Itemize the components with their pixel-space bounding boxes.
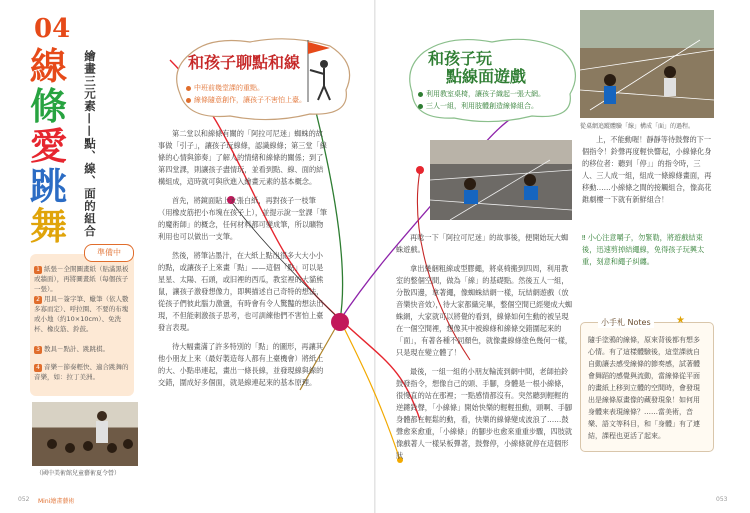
notes-title: 小手札 Notes [598, 317, 654, 328]
cloud-left-title: 和孩子聊點和線 [188, 53, 301, 72]
paragraph: 首先，將鏡面貼上大張白紙，再對孩子一枝筆（用橡皮筋把小布塊在孩子上），並提示說一堂課「筆的魔術師」的概念，任何材料都可變成筆，所以曠物利用也可以做出一支筆。 [158, 196, 327, 241]
chapter-number: 04 [34, 14, 71, 44]
title-char-4: 跳 [30, 164, 67, 208]
right-page-body-col1 [396, 232, 574, 469]
preparation-tag: 準備中 [84, 244, 134, 262]
prep-item: 1 紙張－全開圖畫紙（貼滿黑板或牆面），再將圖畫紙（每個孩子一張）。 [34, 265, 129, 293]
chapter-subtitle: 繪畫三元素——點、線、面的組合 [83, 50, 97, 238]
paragraph: 第二堂以和線條有關的「阿拉可尼迷」蜘蛛的故事做「引子」，讓孩子玩線條，認識線條；第三堂「線條的心情與節奏」了解人的情緒和線條的關係；到了第四堂課，則讓孩子盡情玩，並看到點、線、面的結構組成，這時就可與欣進入繪畫元素的基本概念。 [158, 129, 327, 186]
photo-caption-right: 從桌網追蹤體驗「線」構成「面」的過程。 [580, 123, 695, 130]
title-char-2: 條 [30, 84, 67, 128]
cloud-left-bullet: 中班前幾堂課的重點。 [186, 82, 264, 94]
left-book-title: Mini繪畫藝術 [38, 498, 75, 505]
title-char-5: 舞 [30, 204, 67, 248]
stick-figure-illustration [300, 36, 340, 106]
prep-item: 3 教具－點計、跳跳棋。 [34, 344, 130, 354]
photo-caption-left: （國中美術館兒童藝術夏令營） [36, 470, 121, 477]
right-page-number: 053 [716, 496, 728, 503]
paragraph: 上，不能動喔！靜靜等待鼓聲的下一個指令！鈴聲再度輕快響起，小線條化身的移位者：聽到「停」」的指令時，三人、三人成一組，組成一條線條畫面，再移動……小線條之間的接觸組合，像高花錐劇樓一下就有新鮮組合！ [582, 135, 712, 204]
cloud-right-bullet: 三人一組，利用肢體創造線條組合。 [418, 100, 538, 112]
title-char-3: 愛 [30, 124, 67, 168]
star-icon: ★ [676, 315, 685, 326]
title-char-1: 線 [30, 44, 67, 88]
dance-photo [430, 140, 572, 220]
paragraph: 拿出幾綑粗線或型膠繩，將桌椅搬到四周，利用教室的整個空間，做為「線」的基礎點。然後五人一組，分散四邊，拿著繩，像蜘蛛結網一樣，玩結網遊戲（放音樂快音效），待大家都織完畢，整個空間已經變成大蜘蛛網，大家就可以將覺的看到，線條如何生動的被呈現在一個空間裡，想像其中被線條和線條交錯圍起來的「面」，有著各種不同顏色，就像畫線條塗色幾何一樣，只是現在變立體了！ [396, 264, 573, 357]
paragraph: 再唸一下「阿拉可尼迷」的故事後，便開始玩大蜘蛛遊戲。 [396, 233, 569, 254]
cloud-left-bullet: 線條隨意創作，讓孩子不害怕上臺。 [186, 94, 306, 106]
left-page-number: 052 [18, 496, 30, 503]
cloud-right-title-1: 和孩子玩 [428, 49, 493, 68]
class-photo-left [32, 402, 138, 466]
right-page-body-col2 [582, 134, 714, 213]
cloud-right-title-2: 點線面遊戲 [446, 67, 527, 86]
prep-item: 4 音樂－節奏輕快、適合跳舞的音樂，如：拉丁美洲。 [34, 363, 129, 381]
left-page-body [158, 128, 330, 396]
paragraph: 最後，一組一組的小朋友輪流到網中間，老師拍鈴鼓發指令，想像自己的頭、手腳，身體是一根小線條，很慢直的站在那裡；一點感情都沒有。突然聽到輕輕的逆鏘鈴聲，「小線條」開始快樂的輕輕扭動，頭啊、手腳身體都在輕鬆的動，看，快樂的線條變成波浪了……鼓聲愈來愈重，「小線條」的腳步也愈來重重步驟，四肢就像戲著人一樣呆板彈著，鼓聲停，小線條就停在這個形狀 [396, 367, 573, 460]
tip-icon: ‼ [582, 233, 588, 242]
class-photo-right [580, 10, 714, 118]
safety-tip: ‼ 小心注意嚼子，勿緊勒，將遊戲結束後，迅速剪掉結繩線，免得孩子玩興太重，刻意和繩子糾纏。 [582, 233, 705, 266]
paragraph: 然後，將筆沾墨汁，在大紙上點出很多大大小小的點，或讓孩子上來畫「點」——這個「點」可以是星星、太陽、石頭，或旧裡的西瓜，教室裡的大貓熊鼠，讓孩子激發想像力，即興描述自己奇特的想法，從孩子們彼此腦力激盪，有時會有令人驚豔的想法出現，不但能刺激孩子思考，也可訓練他們不害怕上臺發言表現。 [158, 251, 324, 332]
prep-item: 2 用具－簽字筆、蠟筆（依人數多寡而定）、呼拉圈、不要的布塊或小地（約10×10cm）、免洗杯、橡皮筋、鈴鼓。 [34, 295, 129, 333]
paragraph: 待大幅畫滿了許多特別的「點」的圖形，再讓其他小朋友上來（最好製造每人都有上臺機會）將紙上的大、小點串連起，畫出一條長線，並發現線與線的交錯，圍成好多個面，就是線連起來的基本原理。 [158, 342, 324, 387]
notes-text: 隨手塗鴉的線條，原來背後都有想多心情。有了這樣體驗後，這堂課就自自動讓去感受線條的節奏感，試著體會舞蹈的感覺與流動，當線條從平面的畫紙上移到立體的空間時，會發現出是線條原畫像的藏發現象！如何用身體來表現線條？……當美術，音樂、語文等科目，和「身體」有了連結，課程也更活了起來。 [588, 336, 700, 440]
thread-knot-dot [331, 313, 349, 331]
cloud-right-bullet: 利用教室桌椅，讓孩子織起一張大網。 [418, 88, 545, 100]
